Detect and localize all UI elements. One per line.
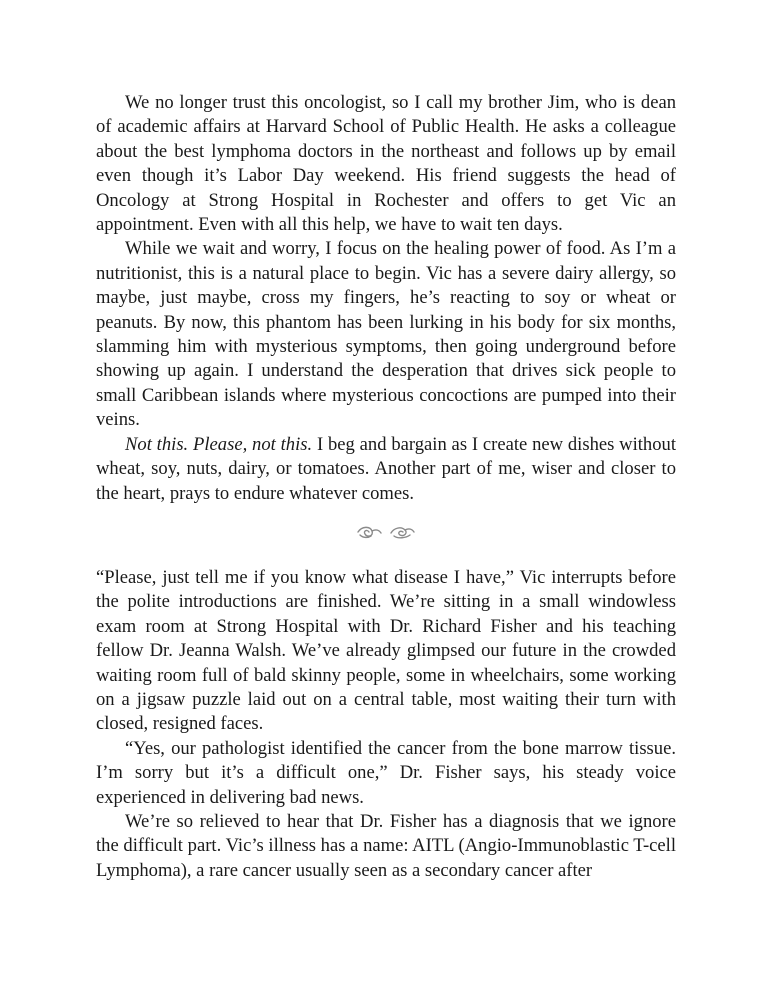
italic-plea: Not this. Please, not this. [125,433,313,455]
paragraph-bargain [96,433,676,506]
fleuron-pair-icon [354,523,418,541]
paragraph-oncologist: We no longer trust this oncologist, so I call my brother Jim, who is dean of academic affairs at Harvard School of Public Health. He asks a colleague about the best lymphoma doctors in the northeast and follows up by email even though it’s Labor Day weekend. His friend suggests the head of Oncology at Strong Hospital in Rochester and offers to get Vic an appointment. Even with all this help, we have to wait ten days. [96,92,676,236]
paragraph-bargain-rest: I beg and bargain as I create new dishes without wheat, soy, nuts, dairy, or tomatoes. Another part of me, wiser and closer to the heart, prays to endure whatever comes. [96,433,676,504]
paragraph-healing-food: While we wait and worry, I focus on the healing power of food. As I’m a nutritionist, this is a natural place to begin. Vic has a severe dairy allergy, so maybe, just maybe, cross my fingers, he’s reacting to soy or wheat or peanuts. By now, this phantom has been lurking in his body for six months, slamming him with mysterious symptoms, then going underground before showing up again. I understand the desperation that drives sick people to small Caribbean islands where mysterious concoctions are pumped into their veins. [96,238,676,431]
book-page [96,91,676,883]
paragraph-diagnosis: We’re so relieved to hear that Dr. Fisher has a diagnosis that we ignore the difficult part. Vic’s illness has a name: AITL (Angio-Immunoblastic T-cell Lymphoma), a rare cancer usually seen as a secondary cancer after [96,810,676,881]
section-break-ornament [96,522,676,542]
paragraph-pathologist: “Yes, our pathologist identified the cancer from the bone marrow tissue. I’m sorry but it’s a difficult one,” Dr. Fisher says, his steady voice experienced in delivering bad news. [96,737,676,808]
paragraph-please-tell-me: “Please, just tell me if you know what disease I have,” Vic interrupts before the polite introductions are finished. We’re sitting in a small windowless exam room at Strong Hospital with Dr. Richard Fisher and his teaching fellow Dr. Jeanna Walsh. We’ve already glimpsed our future in the crowded waiting room full of bald skinny people, some in wheelchairs, some working on a jigsaw puzzle laid out on a central table, most waiting their turn with closed, resigned faces. [96,566,676,735]
